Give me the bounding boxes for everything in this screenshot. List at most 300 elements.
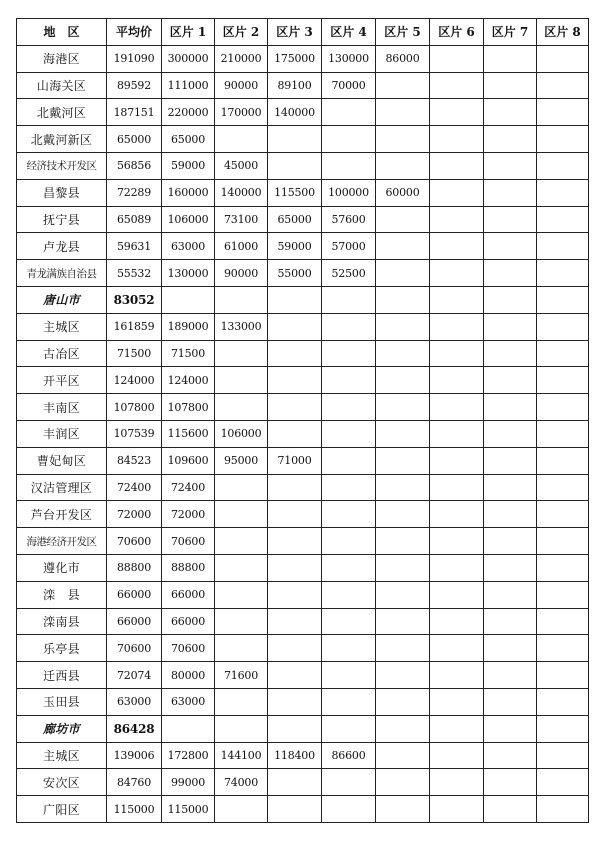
zone-1-price-cell: 160000 [162,179,215,206]
zone-8-price-cell [537,99,589,126]
zone-6-price-cell [430,126,484,153]
region-name-cell: 廊坊市 [17,715,107,742]
zone-3-price-cell [268,662,322,689]
zone-8-price-cell [537,126,589,153]
average-price-cell: 107539 [107,420,162,447]
zone-4-price-cell [322,394,376,421]
average-price-cell: 72000 [107,501,162,528]
zone-5-price-cell [376,769,430,796]
zone-4-price-cell [322,420,376,447]
table-row [17,769,589,796]
header-zone-7: 区片 7 [484,19,537,46]
zone-6-price-cell [430,206,484,233]
zone-5-price-cell [376,581,430,608]
zone-2-price-cell [215,340,268,367]
region-name-cell: 滦南县 [17,608,107,635]
zone-3-price-cell [268,420,322,447]
average-price-cell: 191090 [107,45,162,72]
zone-4-price-cell [322,635,376,662]
zone-5-price-cell [376,528,430,555]
zone-1-price-cell: 107800 [162,394,215,421]
table-row [17,501,589,528]
region-name-cell: 抚宁县 [17,206,107,233]
region-name-cell: 古冶区 [17,340,107,367]
table-row [17,688,589,715]
region-name-cell: 乐亭县 [17,635,107,662]
region-name-cell: 汉沽管理区 [17,474,107,501]
table-row [17,581,589,608]
zone-6-price-cell [430,688,484,715]
zone-8-price-cell [537,286,589,313]
table-row [17,635,589,662]
zone-8-price-cell [537,420,589,447]
zone-5-price-cell [376,688,430,715]
zone-5-price-cell [376,152,430,179]
zone-6-price-cell [430,662,484,689]
table-row [17,152,589,179]
zone-6-price-cell [430,367,484,394]
zone-2-price-cell: 71600 [215,662,268,689]
average-price-cell: 70600 [107,635,162,662]
table-row [17,608,589,635]
zone-6-price-cell [430,313,484,340]
zone-7-price-cell [484,367,537,394]
zone-5-price-cell [376,340,430,367]
zone-3-price-cell [268,474,322,501]
zone-8-price-cell [537,313,589,340]
zone-8-price-cell [537,662,589,689]
zone-5-price-cell [376,233,430,260]
zone-1-price-cell [162,715,215,742]
average-price-cell: 83052 [107,286,162,313]
zone-3-price-cell [268,581,322,608]
zone-5-price-cell [376,635,430,662]
zone-6-price-cell [430,474,484,501]
average-price-cell: 72289 [107,179,162,206]
zone-7-price-cell [484,528,537,555]
zone-8-price-cell [537,179,589,206]
zone-8-price-cell [537,581,589,608]
zone-4-price-cell [322,367,376,394]
zone-2-price-cell [215,635,268,662]
zone-4-price-cell [322,313,376,340]
zone-2-price-cell [215,715,268,742]
region-name-cell: 山海关区 [17,72,107,99]
zone-8-price-cell [537,528,589,555]
zone-2-price-cell: 45000 [215,152,268,179]
zone-1-price-cell: 124000 [162,367,215,394]
zone-2-price-cell [215,126,268,153]
zone-6-price-cell [430,72,484,99]
zone-4-price-cell: 52500 [322,260,376,287]
zone-2-price-cell: 90000 [215,260,268,287]
zone-3-price-cell [268,340,322,367]
header-zone-8: 区片 8 [537,19,589,46]
region-name-cell: 海港经济开发区 [17,528,107,555]
zone-5-price-cell [376,367,430,394]
zone-3-price-cell [268,528,322,555]
zone-3-price-cell [268,715,322,742]
zone-4-price-cell [322,340,376,367]
zone-2-price-cell: 140000 [215,179,268,206]
zone-8-price-cell [537,501,589,528]
zone-7-price-cell [484,394,537,421]
region-name-cell: 芦台开发区 [17,501,107,528]
zone-6-price-cell [430,769,484,796]
average-price-cell: 65089 [107,206,162,233]
average-price-cell: 88800 [107,554,162,581]
region-name-cell: 唐山市 [17,286,107,313]
table-row [17,260,589,287]
zone-5-price-cell [376,662,430,689]
zone-7-price-cell [484,742,537,769]
zone-1-price-cell: 111000 [162,72,215,99]
zone-3-price-cell [268,152,322,179]
zone-6-price-cell [430,608,484,635]
zone-4-price-cell [322,99,376,126]
zone-4-price-cell: 100000 [322,179,376,206]
table-row [17,313,589,340]
zone-1-price-cell: 71500 [162,340,215,367]
zone-4-price-cell: 86600 [322,742,376,769]
table-row [17,340,589,367]
zone-1-price-cell: 88800 [162,554,215,581]
zone-7-price-cell [484,233,537,260]
zone-5-price-cell [376,126,430,153]
zone-2-price-cell [215,581,268,608]
zone-4-price-cell [322,152,376,179]
average-price-cell: 65000 [107,126,162,153]
zone-4-price-cell: 130000 [322,45,376,72]
zone-2-price-cell: 170000 [215,99,268,126]
zone-8-price-cell [537,715,589,742]
table-row [17,742,589,769]
zone-2-price-cell: 73100 [215,206,268,233]
region-name-cell: 主城区 [17,742,107,769]
zone-2-price-cell [215,394,268,421]
header-region: 地 区 [17,19,107,46]
zone-3-price-cell [268,394,322,421]
zone-6-price-cell [430,45,484,72]
zone-8-price-cell [537,72,589,99]
zone-5-price-cell [376,394,430,421]
zone-1-price-cell: 63000 [162,688,215,715]
zone-5-price-cell [376,313,430,340]
zone-5-price-cell [376,286,430,313]
zone-4-price-cell [322,688,376,715]
zone-3-price-cell [268,688,322,715]
zone-6-price-cell [430,233,484,260]
header-zone-2: 区片 2 [215,19,268,46]
city-row [17,286,589,313]
zone-7-price-cell [484,152,537,179]
header-zone-6: 区片 6 [430,19,484,46]
zone-7-price-cell [484,769,537,796]
zone-4-price-cell [322,501,376,528]
zone-6-price-cell [430,260,484,287]
zone-7-price-cell [484,179,537,206]
region-name-cell: 主城区 [17,313,107,340]
region-name-cell: 曹妃甸区 [17,447,107,474]
region-name-cell: 玉田县 [17,688,107,715]
zone-6-price-cell [430,796,484,823]
zone-2-price-cell [215,474,268,501]
zone-6-price-cell [430,99,484,126]
zone-6-price-cell [430,528,484,555]
zone-8-price-cell [537,340,589,367]
zone-3-price-cell: 175000 [268,45,322,72]
zone-4-price-cell [322,608,376,635]
average-price-cell: 161859 [107,313,162,340]
zone-1-price-cell: 115000 [162,796,215,823]
zone-5-price-cell [376,474,430,501]
region-name-cell: 广阳区 [17,796,107,823]
zone-8-price-cell [537,769,589,796]
zone-1-price-cell: 70600 [162,528,215,555]
zone-7-price-cell [484,608,537,635]
zone-4-price-cell [322,662,376,689]
zone-2-price-cell [215,554,268,581]
zone-1-price-cell: 72000 [162,501,215,528]
zone-3-price-cell: 118400 [268,742,322,769]
zone-3-price-cell: 89100 [268,72,322,99]
region-name-cell: 安次区 [17,769,107,796]
zone-6-price-cell [430,179,484,206]
zone-5-price-cell [376,420,430,447]
zone-4-price-cell [322,715,376,742]
table-row [17,179,589,206]
zone-3-price-cell: 140000 [268,99,322,126]
zone-8-price-cell [537,367,589,394]
average-price-cell: 66000 [107,581,162,608]
zone-1-price-cell: 220000 [162,99,215,126]
average-price-cell: 72400 [107,474,162,501]
zone-4-price-cell [322,581,376,608]
zone-7-price-cell [484,662,537,689]
zone-5-price-cell [376,554,430,581]
zone-5-price-cell [376,206,430,233]
table-row [17,72,589,99]
zone-6-price-cell [430,581,484,608]
table-row [17,45,589,72]
region-name-cell: 青龙满族自治县 [17,260,107,287]
zone-2-price-cell [215,608,268,635]
table-row [17,367,589,394]
zone-4-price-cell: 70000 [322,72,376,99]
zone-4-price-cell [322,796,376,823]
zone-1-price-cell: 99000 [162,769,215,796]
zone-8-price-cell [537,152,589,179]
zone-1-price-cell: 80000 [162,662,215,689]
zone-6-price-cell [430,554,484,581]
zone-3-price-cell [268,286,322,313]
table-row [17,662,589,689]
zone-8-price-cell [537,554,589,581]
table-row [17,126,589,153]
header-zone-5: 区片 5 [376,19,430,46]
zone-5-price-cell [376,447,430,474]
table-row [17,554,589,581]
zone-8-price-cell [537,260,589,287]
city-row [17,715,589,742]
zone-7-price-cell [484,688,537,715]
zone-1-price-cell: 300000 [162,45,215,72]
zone-7-price-cell [484,474,537,501]
land-price-table [16,18,589,823]
header-average-price: 平均价 [107,19,162,46]
zone-2-price-cell: 106000 [215,420,268,447]
zone-8-price-cell [537,394,589,421]
zone-5-price-cell [376,99,430,126]
zone-4-price-cell [322,528,376,555]
zone-4-price-cell [322,769,376,796]
zone-2-price-cell: 95000 [215,447,268,474]
zone-2-price-cell: 133000 [215,313,268,340]
zone-1-price-cell: 65000 [162,126,215,153]
zone-2-price-cell [215,688,268,715]
zone-7-price-cell [484,99,537,126]
zone-7-price-cell [484,715,537,742]
zone-2-price-cell [215,367,268,394]
zone-1-price-cell: 172800 [162,742,215,769]
zone-7-price-cell [484,581,537,608]
zone-2-price-cell [215,501,268,528]
average-price-cell: 187151 [107,99,162,126]
zone-5-price-cell [376,72,430,99]
zone-7-price-cell [484,447,537,474]
zone-5-price-cell [376,715,430,742]
zone-5-price-cell [376,796,430,823]
header-zone-1: 区片 1 [162,19,215,46]
zone-1-price-cell: 66000 [162,608,215,635]
zone-7-price-cell [484,126,537,153]
zone-3-price-cell [268,313,322,340]
zone-7-price-cell [484,501,537,528]
region-name-cell: 卢龙县 [17,233,107,260]
zone-3-price-cell [268,126,322,153]
zone-3-price-cell [268,769,322,796]
zone-1-price-cell: 66000 [162,581,215,608]
zone-6-price-cell [430,286,484,313]
region-name-cell: 遵化市 [17,554,107,581]
zone-3-price-cell [268,554,322,581]
zone-8-price-cell [537,796,589,823]
zone-1-price-cell: 109600 [162,447,215,474]
region-name-cell: 昌黎县 [17,179,107,206]
zone-3-price-cell: 65000 [268,206,322,233]
zone-4-price-cell: 57600 [322,206,376,233]
zone-7-price-cell [484,260,537,287]
zone-2-price-cell: 144100 [215,742,268,769]
zone-4-price-cell: 57000 [322,233,376,260]
zone-8-price-cell [537,635,589,662]
zone-2-price-cell: 90000 [215,72,268,99]
zone-7-price-cell [484,72,537,99]
zone-8-price-cell [537,45,589,72]
zone-2-price-cell [215,286,268,313]
zone-3-price-cell [268,501,322,528]
table-row [17,420,589,447]
zone-7-price-cell [484,313,537,340]
region-name-cell: 丰润区 [17,420,107,447]
average-price-cell: 86428 [107,715,162,742]
zone-3-price-cell [268,796,322,823]
average-price-cell: 56856 [107,152,162,179]
region-name-cell: 经济技术开发区 [17,152,107,179]
zone-1-price-cell: 72400 [162,474,215,501]
average-price-cell: 124000 [107,367,162,394]
zone-1-price-cell [162,286,215,313]
zone-6-price-cell [430,501,484,528]
average-price-cell: 115000 [107,796,162,823]
table-row [17,394,589,421]
zone-6-price-cell [430,394,484,421]
zone-2-price-cell [215,796,268,823]
table-row [17,474,589,501]
zone-7-price-cell [484,420,537,447]
table-header-row [17,19,589,46]
average-price-cell: 59631 [107,233,162,260]
zone-6-price-cell [430,420,484,447]
table-row [17,528,589,555]
zone-6-price-cell [430,742,484,769]
zone-7-price-cell [484,635,537,662]
zone-3-price-cell [268,635,322,662]
zone-3-price-cell: 71000 [268,447,322,474]
zone-1-price-cell: 189000 [162,313,215,340]
zone-6-price-cell [430,152,484,179]
average-price-cell: 70600 [107,528,162,555]
table-row [17,206,589,233]
zone-6-price-cell [430,447,484,474]
zone-7-price-cell [484,796,537,823]
zone-5-price-cell [376,608,430,635]
average-price-cell: 71500 [107,340,162,367]
zone-8-price-cell [537,206,589,233]
zone-1-price-cell: 59000 [162,152,215,179]
average-price-cell: 139006 [107,742,162,769]
zone-7-price-cell [484,45,537,72]
zone-3-price-cell: 115500 [268,179,322,206]
zone-8-price-cell [537,688,589,715]
zone-8-price-cell [537,447,589,474]
zone-3-price-cell: 59000 [268,233,322,260]
region-name-cell: 北戴河新区 [17,126,107,153]
average-price-cell: 84760 [107,769,162,796]
zone-6-price-cell [430,715,484,742]
region-name-cell: 开平区 [17,367,107,394]
table-row [17,99,589,126]
zone-1-price-cell: 130000 [162,260,215,287]
average-price-cell: 63000 [107,688,162,715]
average-price-cell: 72074 [107,662,162,689]
zone-6-price-cell [430,340,484,367]
zone-2-price-cell: 210000 [215,45,268,72]
zone-8-price-cell [537,474,589,501]
table-row [17,233,589,260]
zone-2-price-cell: 61000 [215,233,268,260]
zone-2-price-cell [215,528,268,555]
zone-3-price-cell: 55000 [268,260,322,287]
zone-7-price-cell [484,206,537,233]
zone-3-price-cell [268,367,322,394]
average-price-cell: 84523 [107,447,162,474]
zone-5-price-cell [376,501,430,528]
zone-1-price-cell: 63000 [162,233,215,260]
zone-5-price-cell [376,260,430,287]
average-price-cell: 107800 [107,394,162,421]
table-row [17,796,589,823]
